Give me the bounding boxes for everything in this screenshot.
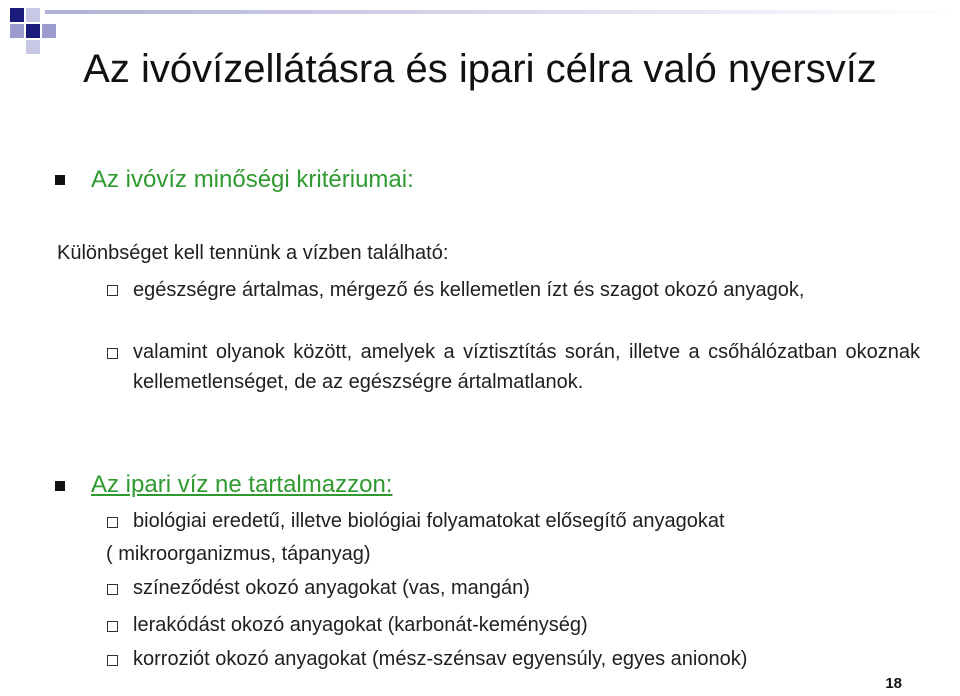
- list-item: valamint olyanok között, amelyek a víztisztítás során, illetve a csőhálózatban okoznak kellemetlenséget, de az egészségre ártalmatlanok.: [133, 341, 920, 393]
- bullet-square-icon: [55, 481, 65, 491]
- bullet-square-icon: [55, 175, 65, 185]
- decor-square: [26, 8, 40, 22]
- decor-bar: [45, 10, 960, 14]
- intro-text: Különbséget kell tennünk a vízben található:: [57, 242, 449, 264]
- decor-square: [26, 40, 40, 54]
- list-item: korroziót okozó anyagokat (mész-szénsav egyensúly, egyes anionok): [133, 648, 748, 670]
- hollow-bullet-icon: [107, 584, 118, 595]
- decor-square: [10, 24, 24, 38]
- list-item: színeződést okozó anyagokat (vas, mangán): [133, 577, 530, 599]
- list-item: egészségre ártalmas, mérgező és kellemetlen ízt és szagot okozó anyagok,: [133, 279, 805, 301]
- hollow-bullet-icon: [107, 621, 118, 632]
- hollow-bullet-icon: [107, 285, 118, 296]
- decor-square: [42, 24, 56, 38]
- list-item-continuation: ( mikroorganizmus, tápanyag): [106, 543, 371, 565]
- section-heading-drinking-water: Az ivóvíz minőségi kritériumai:: [91, 166, 414, 193]
- hollow-bullet-icon: [107, 517, 118, 528]
- section-heading-industrial-water: Az ipari víz ne tartalmazzon:: [91, 471, 393, 498]
- list-item: lerakódást okozó anyagokat (karbonát-keménység): [133, 614, 588, 636]
- hollow-bullet-icon: [107, 655, 118, 666]
- page-number: 18: [885, 675, 902, 692]
- slide-title: Az ivóvízellátásra és ipari célra való nyersvíz: [83, 47, 877, 91]
- decor-square: [10, 8, 24, 22]
- list-item: biológiai eredetű, illetve biológiai folyamatokat elősegítő anyagokat: [133, 510, 725, 532]
- decor-square: [26, 24, 40, 38]
- hollow-bullet-icon: [107, 348, 118, 359]
